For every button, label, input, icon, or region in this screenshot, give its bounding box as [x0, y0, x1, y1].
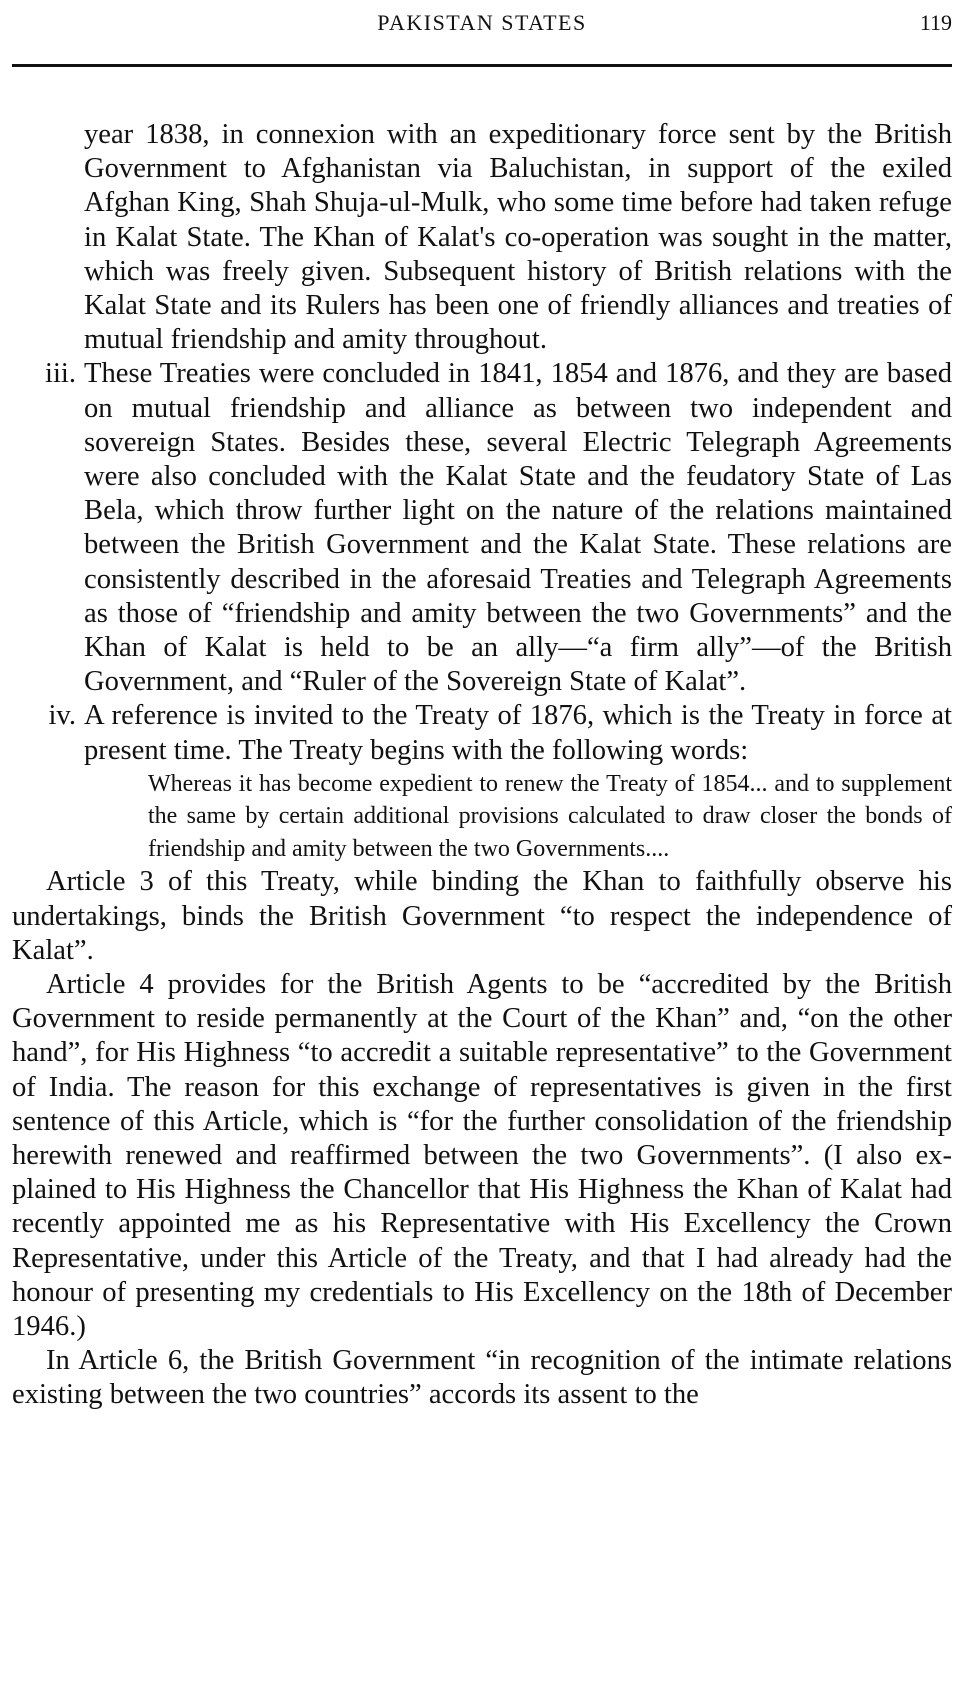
- list-text-iv: A reference is invited to the Treaty of 1876, which is the Treaty in force at present time. The Treaty begins with the following words:: [84, 700, 952, 766]
- list-item-iii: [12, 357, 952, 699]
- page-body: [12, 118, 952, 1413]
- list-marker-iii: iii.: [45, 358, 76, 390]
- paragraph-article-3: Article 3 of this Treaty, while binding the Khan to faithfully observe his undertakings, binds the British Government “to respect the independence of Kalat”.: [12, 866, 952, 966]
- paragraph-article-4: Article 4 provides for the British Agents to be “accredited by the British Government to reside permanently at the Court of the Khan” and, “on the other hand”, for His Highness “to accredit a suitable representative” to the Government of India. The reason for this exchange of representatives is given in the first sentence of this Article, which is “for the further consolidation of the friendship herewith renewed and reaffirmed between the two Governments”. (I also explained to His Highness the Chancellor that His Highness the Khan of Kalat had recently appointed me as his Representative with His Excellency the Crown Representative, under this Article of the Treaty, and that I had already had the honour of presenting my credentials to His Excellency on the 18th of December 1946.): [12, 968, 952, 1342]
- running-head: [12, 0, 952, 68]
- paragraph-article-6: In Article 6, the British Government “in recognition of the intimate relations existing between the two countries” accords its assent to the: [12, 1345, 952, 1411]
- page-number: 119: [919, 10, 952, 35]
- header-rule: [12, 64, 952, 67]
- running-title: PAKISTAN STATES: [377, 10, 587, 35]
- block-quote: Whereas it has become expedient to renew the Treaty of 1854... and to supplement the same by certain additional provisions calculated to draw closer the bonds of friendship and amity between the two Governments....: [148, 770, 952, 862]
- list-text-iii: These Treaties were concluded in 1841, 1854 and 1876, and they are based on mutual friendship and alliance as between two independent and sovereign States. Besides these, several Electric Telegraph Agreements were also concluded with the Kalat State and the feudatory State of Las Bela, which throw further light on the nature of the relations maintained between the British Government and the Kalat State. These relations are consistently described in the aforesaid Treaties and Telegraph Agreements as those of “friendship and amity between the two Governments” and the Khan of Kalat is held to be an ally—“a firm ally”—of the British Government, and “Ruler of the Sovereign State of Kalat”.: [84, 358, 952, 698]
- list-item-iv: [12, 699, 952, 767]
- list-marker-iv: iv.: [48, 700, 76, 732]
- continued-paragraph: year 1838, in connexion with an expeditionary force sent by the British Government to Afghanistan via Baluchistan, in support of the exiled Afghan King, Shah Shuja-ul-Mulk, who some time before had taken refuge in Kalat State. The Khan of Kalat's co-operation was sought in the matter, which was freely given. Subsequent history of British relations with the Kalat State and its Rulers has been one of friendly alliances and treaties of mutual friendship and amity throughout.: [84, 119, 952, 356]
